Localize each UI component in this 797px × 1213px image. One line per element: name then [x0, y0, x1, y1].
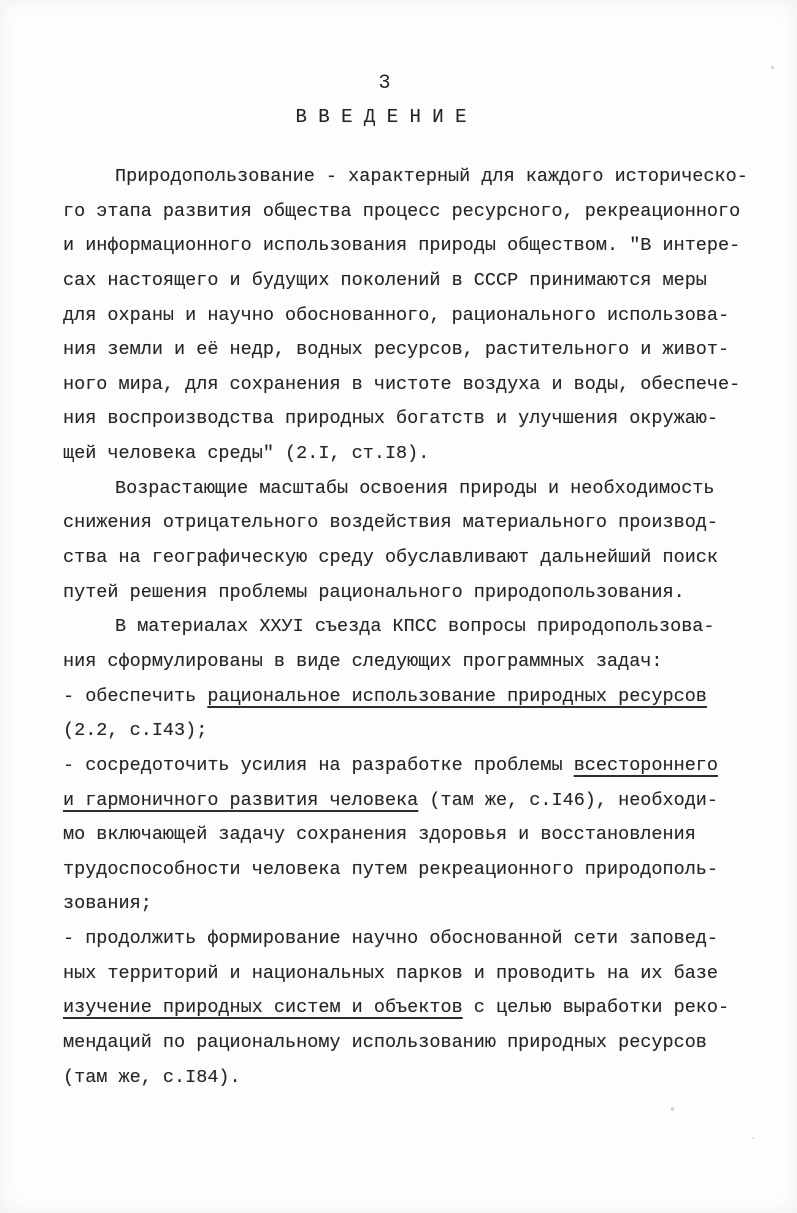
text-segment: - продолжить формирование научно обоснованной сети заповед-: [63, 928, 719, 950]
text-line: [63, 853, 753, 888]
text-lines: [63, 160, 753, 1095]
text-line: [63, 887, 753, 922]
text-line: [63, 229, 753, 264]
text-segment: трудоспособности человека путем рекреационного природополь-: [63, 858, 719, 880]
text-line: [63, 541, 753, 576]
underlined-text: и гармоничного развития человека: [63, 789, 419, 811]
scan-speck: [752, 1137, 754, 1139]
text-segment: ства на географическую среду обуславливают дальнейший поиск: [63, 547, 719, 569]
page-title: В В Е Д Е Н И Е: [295, 106, 467, 128]
text-segment: го этапа развития общества процесс ресурсного, рекреационного: [63, 200, 741, 222]
text-segment: - сосредоточить усилия на разработке проблемы: [63, 754, 574, 776]
text-line: [63, 160, 753, 195]
text-line: [63, 1026, 753, 1061]
text-segment: ния воспроизводства природных богатств и улучшения окружаю-: [63, 408, 719, 430]
text-line: [63, 957, 753, 992]
text-segment: В материалах ХХУI съезда КПСС вопросы природопользова-: [115, 616, 715, 638]
text-line: [63, 818, 753, 853]
text-line: [63, 333, 753, 368]
text-line: [63, 714, 753, 749]
text-segment: и информационного использования природы обществом. "В интере-: [63, 235, 741, 257]
text-line: [63, 922, 753, 957]
text-segment: ния земли и её недр, водных ресурсов, растительного и живот-: [63, 339, 730, 361]
text-segment: путей решения проблемы рационального природопользования.: [63, 581, 685, 603]
text-line: [63, 368, 753, 403]
underlined-text: всестороннего: [573, 754, 719, 776]
text-line: [63, 506, 753, 541]
text-segment: (там же, с.I46), необходи-: [418, 789, 719, 811]
text-segment: сах настоящего и будущих поколений в СССР принимаются меры: [63, 269, 707, 291]
text-line: [63, 195, 753, 230]
text-segment: щей человека среды" (2.I, ст.I8).: [63, 443, 430, 465]
page-number: 3: [378, 72, 392, 95]
text-segment: мендаций по рациональному использованию природных ресурсов: [63, 1032, 707, 1054]
text-line: [63, 402, 753, 437]
text-segment: ния сформулированы в виде следующих программных задач:: [63, 650, 663, 672]
text-line: [63, 680, 753, 715]
scan-speck: [694, 411, 696, 413]
text-line: [63, 437, 753, 472]
text-segment: с целью выработки реко-: [462, 997, 730, 1019]
text-segment: ного мира, для сохранения в чистоте воздуха и воды, обеспече-: [63, 373, 741, 395]
text-line: [63, 610, 753, 645]
underlined-text: изучение природных систем и объектов: [63, 997, 463, 1019]
text-line: [63, 472, 753, 507]
text-line: [63, 264, 753, 299]
text-segment: мо включающей задачу сохранения здоровья и восстановления: [63, 824, 696, 846]
underlined-text: рациональное использование природных ресурсов: [207, 685, 707, 707]
text-line: [63, 784, 753, 819]
text-segment: (там же, с.I84).: [63, 1066, 241, 1088]
scan-speck: [771, 66, 774, 69]
text-segment: (2.2, с.I43);: [63, 720, 208, 742]
text-segment: - обеспечить: [63, 685, 208, 707]
text-line: [63, 576, 753, 611]
text-segment: Природопользование - характерный для каждого историческо-: [115, 166, 748, 187]
text-line: [63, 749, 753, 784]
text-line: [63, 1061, 753, 1096]
text-segment: зования;: [63, 893, 152, 915]
text-segment: ных территорий и национальных парков и проводить на их базе: [63, 962, 719, 984]
scan-speck: [671, 1107, 674, 1111]
text-line: [63, 299, 753, 334]
text-segment: снижения отрицательного воздействия материального производ-: [63, 512, 719, 534]
text-segment: для охраны и научно обоснованного, рационального использова-: [63, 304, 730, 326]
text-segment: Возрастающие масштабы освоения природы и необходимость: [115, 477, 715, 499]
text-line: [63, 991, 753, 1026]
text-line: [63, 645, 753, 680]
